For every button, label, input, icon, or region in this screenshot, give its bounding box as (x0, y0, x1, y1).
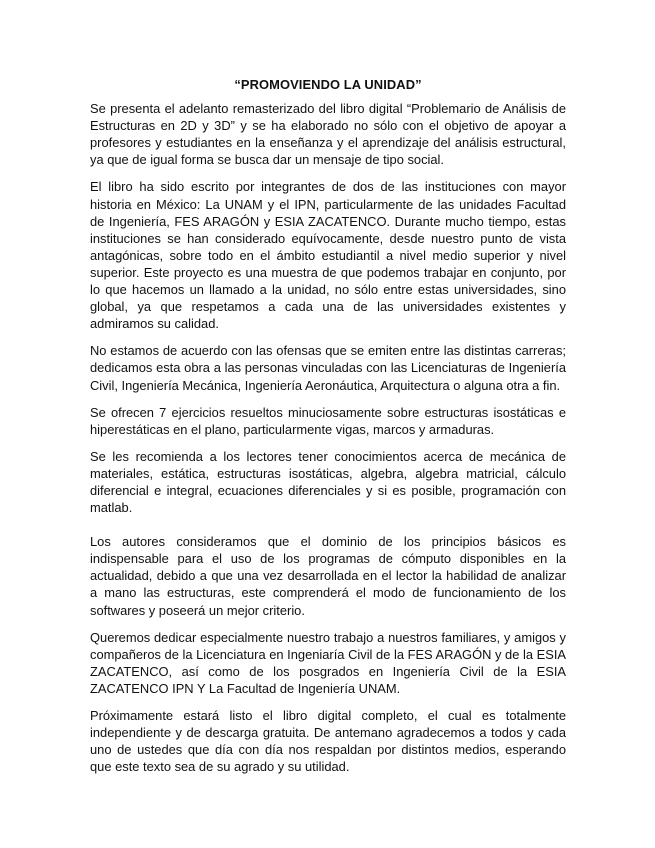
paragraph-exercises: Se ofrecen 7 ejercicios resueltos minuciosamente sobre estructuras isostáticas e hiperestáticas en el plano, particularmente vigas, marcos y armaduras. (90, 404, 566, 437)
paragraph-acknowledgement: Queremos dedicar especialmente nuestro trabajo a nuestros familiares, y amigos y compañeros de la Licenciatura en Ingeniaría Civil de la FES ARAGÓN y de la ESIA ZACATENCO, así como de los posgrados en Ingeniería Civil de la ESIA ZACATENCO IPN Y La Facultad de Ingeniería UNAM. (90, 629, 566, 696)
paragraph-principles: Los autores consideramos que el dominio de los principios básicos es indispensable para el uso de los programas de cómputo disponibles en la actualidad, debido a que una vez desarrollada en el lector la habilidad de analizar a mano las estructuras, este comprenderá el modo de funcionamiento de los softwares y poseerá un mejor criterio. (90, 534, 566, 618)
paragraph-intro: Se presenta el adelanto remasterizado del libro digital “Problemario de Análisis de Estructuras en 2D y 3D” y se ha elaborado no sólo con el objetivo de apoyar a profesores y estudiantes en la enseñanza y el aprendizaje del análisis estructural, ya que de igual forma se busca dar un mensaje de tipo social. (90, 101, 566, 168)
paragraph-prerequisites: Se les recomienda a los lectores tener conocimientos acerca de mecánica de materiales, estática, estructuras isostáticas, algebra, algebra matricial, cálculo diferencial e integral, ecuaciones diferenciales y si es posible, programación con matlab. (90, 448, 566, 516)
document-body (90, 76, 566, 785)
paragraph-closing: Próximamente estará listo el libro digital completo, el cual es totalmente independiente y de descarga gratuita. De antemano agradecemos a todos y cada uno de ustedes que día con día nos respaldan por distintos medios, esperando que este texto sea de su agrado y su utilidad. (90, 708, 566, 775)
paragraph-dedication-careers: No estamos de acuerdo con las ofensas que se emiten entre las distintas carreras; dedicamos esta obra a las personas vinculadas con las Licenciaturas de Ingeniería Civil, Ingeniería Mecánica, Ingeniería Aeronáutica, Arquitectura o alguna otra a fin. (90, 343, 566, 393)
document-title: “PROMOVIENDO LA UNIDAD” (234, 77, 422, 92)
paragraph-institutions: El libro ha sido escrito por integrantes de dos de las instituciones con mayor historia en México: La UNAM y el IPN, particularmente de las unidades Facultad de Ingeniería, FES ARAGÓN y ESIA ZACATENCO. Durante mucho tiempo, estas instituciones se han considerado equívocamente, desde nuestro punto de vista antagónicas, sobre todo en el ámbito estudiantil a nivel medio superior y nivel superior. Este proyecto es una muestra de que podemos trabajar en conjunto, por lo que hacemos un llamado a la unidad, no sólo entre estas universidades, sino global, ya que respetamos a cada una de las universidades existentes y admiramos su calidad. (90, 179, 566, 332)
